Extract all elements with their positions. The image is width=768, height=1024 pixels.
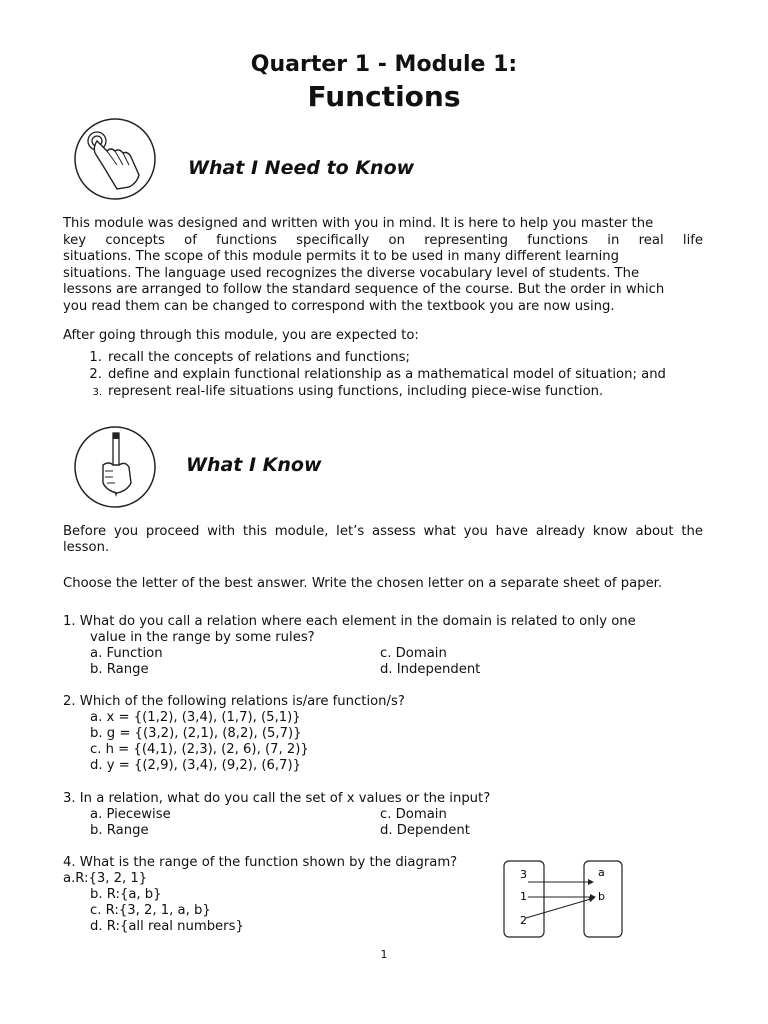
question-1: 1. What do you call a relation where each element in the domain is related to only one	[63, 614, 636, 629]
q2-option-c: c. h = {(4,1), (2,3), (2, 6), (7, 2)}	[90, 742, 309, 757]
intro-line: key concepts of functions specifically on representing functions in real life	[63, 232, 703, 248]
domain-value: 1	[520, 890, 527, 903]
q2-option-b: b. g = {(3,2), (2,1), (8,2), (5,7)}	[90, 726, 302, 741]
intro-line: situations. The language used recognizes the diverse vocabulary level of students. The	[63, 265, 640, 281]
hand-holding-pencil-icon	[73, 425, 157, 509]
question-3: 3. In a relation, what do you call the set of x values or the input?	[63, 791, 491, 806]
intro-line: situations. The scope of this module permits it to be used in many different learning	[63, 249, 619, 265]
q4-option-d: d. R:{all real numbers}	[90, 919, 244, 934]
domain-value: 2	[520, 914, 527, 927]
objective-item: 1. recall the concepts of relations and functions;	[89, 350, 410, 365]
objective-item: 3. represent real-life situations using functions, including piece-wise function.	[92, 384, 604, 399]
q1-option-c: c. Domain	[380, 646, 447, 661]
q3-option-d: d. Dependent	[380, 823, 470, 838]
q3-option-a: a. Piecewise	[90, 807, 171, 822]
q2-option-a: a. x = {(1,2), (3,4), (1,7), (5,1)}	[90, 710, 301, 725]
question-1-cont: value in the range by some rules?	[90, 630, 315, 645]
domain-value: 3	[520, 868, 527, 881]
pointing-hand-icon	[73, 117, 157, 201]
q1-option-d: d. Independent	[380, 662, 481, 677]
section-heading-what-i-know: What I Know	[186, 454, 322, 476]
q4-option-a: a.R:{3, 2, 1}	[63, 871, 148, 886]
range-value: a	[598, 866, 605, 879]
objective-item: 2. define and explain functional relationship as a mathematical model of situation; and	[89, 367, 666, 382]
section-heading-need-to-know: What I Need to Know	[188, 157, 415, 179]
page-number: 1	[380, 948, 388, 961]
q1-option-a: a. Function	[90, 646, 163, 661]
question-4: 4. What is the range of the function shown by the diagram?	[63, 855, 458, 870]
module-title: Quarter 1 - Module 1:	[250, 52, 518, 77]
instruction-line: Choose the letter of the best answer. Write the chosen letter on a separate sheet of paper.	[63, 576, 663, 591]
q3-option-c: c. Domain	[380, 807, 447, 822]
range-value: b	[598, 890, 605, 903]
q2-option-d: d. y = {(2,9), (3,4), (9,2), (6,7)}	[90, 758, 301, 773]
q3-option-b: b. Range	[90, 823, 149, 838]
objectives-list	[78, 350, 666, 401]
module-subtitle: Functions	[307, 80, 461, 113]
q4-option-b: b. R:{a, b}	[90, 887, 162, 902]
intro-paragraph	[63, 216, 703, 316]
intro-line: you read them can be changed to correspond with the textbook you are now using.	[63, 298, 615, 314]
intro-line: This module was designed and written with you in mind. It is here to help you master the	[63, 216, 654, 231]
q1-option-b: b. Range	[90, 662, 149, 677]
assess-intro-line2: lesson.	[63, 540, 110, 555]
expectation-line: After going through this module, you are expected to:	[63, 328, 419, 343]
assess-intro-line1: Before you proceed with this module, let’s assess what you have already know about the	[63, 524, 703, 539]
question-2: 2. Which of the following relations is/are function/s?	[63, 694, 405, 709]
intro-line: lessons are arranged to follow the standard sequence of the course. But the order in which	[63, 282, 665, 298]
mapping-diagram	[502, 858, 628, 940]
q4-option-c: c. R:{3, 2, 1, a, b}	[90, 903, 211, 918]
